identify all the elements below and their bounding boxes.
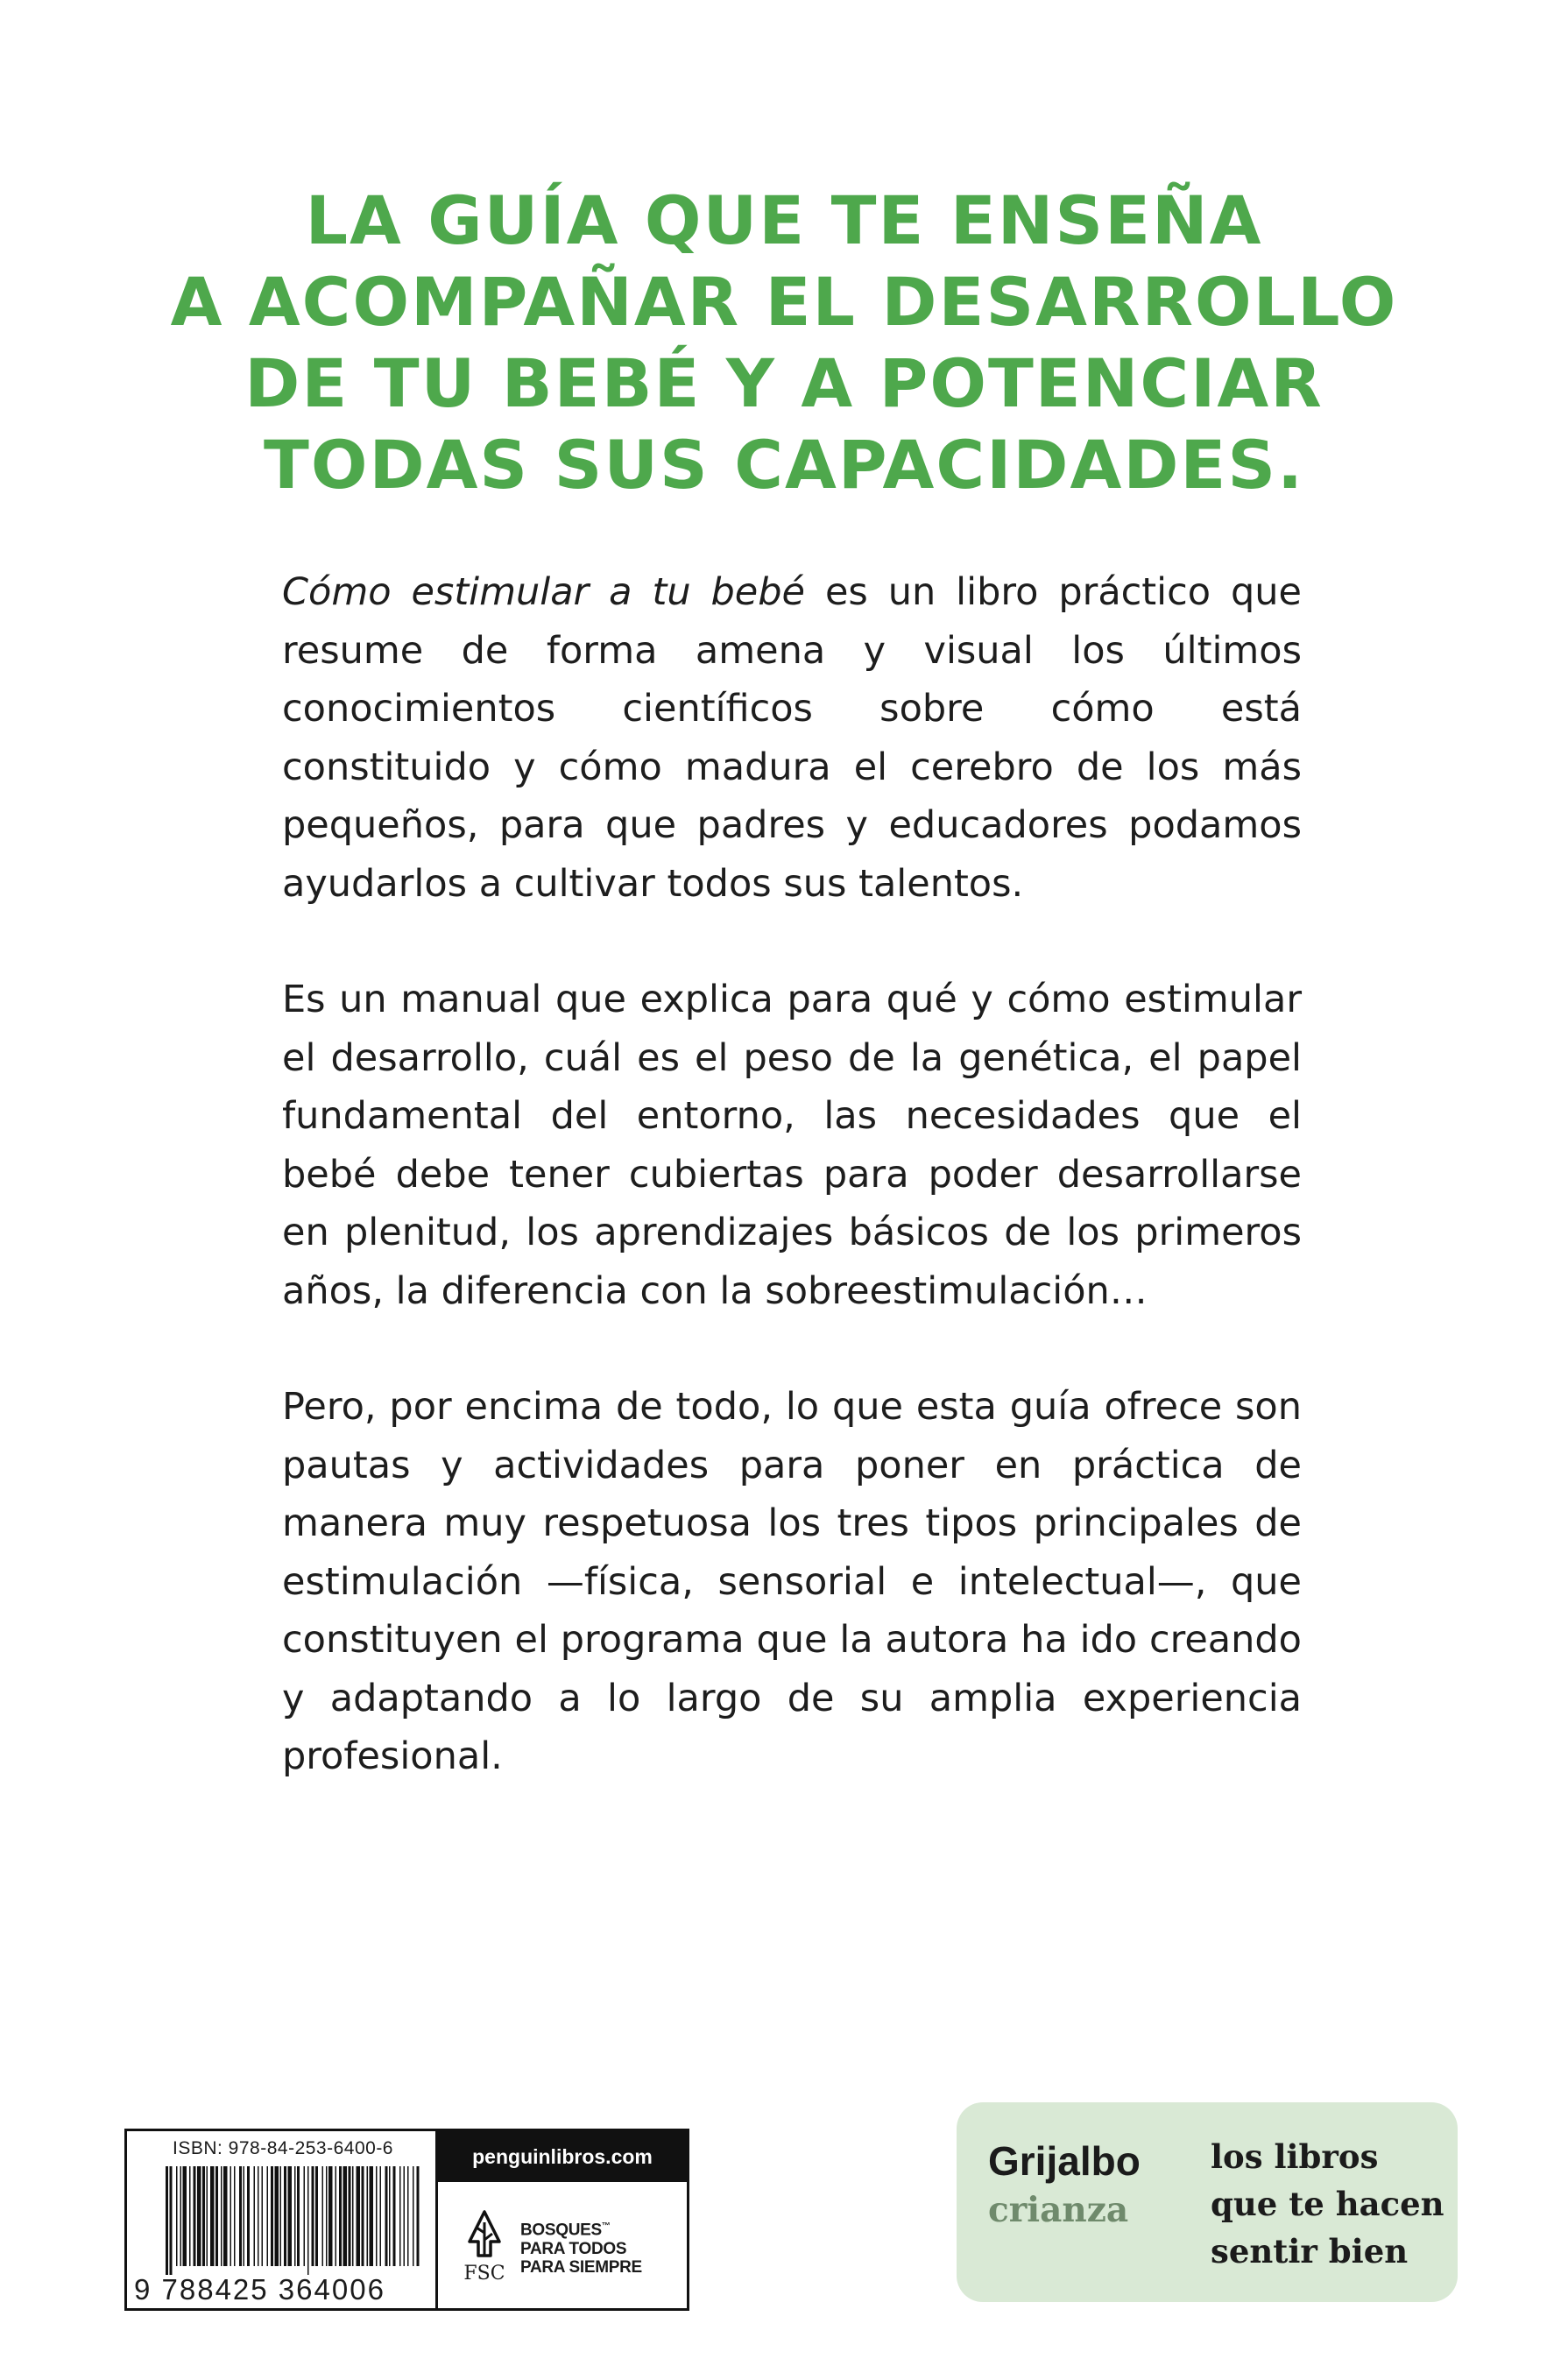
synopsis-paragraph-3: Pero, por encima de todo, lo que esta guía ofrece son pautas y actividades para poner en práctica de manera muy respetuosa los tres tipos principales de estimulación —física, sensorial e intelectual—, que constituyen el programa que la autora ha ido creando y adaptando a lo largo de su amplia experiencia profesional. <box>282 1385 1302 1778</box>
barcode-bar <box>404 2166 406 2266</box>
barcode-bar <box>370 2166 374 2266</box>
publisher-imprint: crianza <box>988 2190 1129 2230</box>
barcode-area <box>127 2131 438 2308</box>
barcode-bar <box>304 2166 306 2266</box>
barcode-bar <box>166 2166 168 2275</box>
barcode-bar <box>343 2166 348 2266</box>
barcode-bar <box>349 2166 351 2266</box>
barcode-bar <box>307 2166 309 2275</box>
barcode-bar <box>288 2166 293 2266</box>
barcode-bar <box>357 2166 361 2266</box>
barcode-bar <box>244 2166 245 2266</box>
barcode-bar <box>258 2166 259 2266</box>
barcode-bar <box>297 2166 300 2266</box>
tagline-line-3: sentir bien <box>1211 2232 1409 2271</box>
fsc-line-3: PARA SIEMPRE <box>520 2257 642 2277</box>
barcode-bar <box>339 2166 342 2266</box>
barcode-bar <box>275 2166 279 2266</box>
publisher-name: Grijalbo <box>988 2138 1141 2184</box>
barcode-bar <box>223 2166 228 2266</box>
publisher-tagline <box>1211 2133 1444 2275</box>
headline <box>0 180 1568 505</box>
fsc-line-2: PARA TODOS <box>520 2239 627 2258</box>
barcode-bar <box>239 2166 242 2266</box>
barcode-bar <box>197 2166 201 2266</box>
barcode-bar <box>234 2166 236 2266</box>
barcode-bar <box>335 2166 337 2266</box>
headline-line-3: DE TU BEBÉ Y A POTENCIAR <box>244 344 1324 422</box>
publisher-info-area <box>438 2131 687 2308</box>
barcode-bar <box>399 2166 401 2266</box>
headline-line-2: A ACOMPAÑAR EL DESARROLLO <box>170 263 1398 341</box>
barcode-bar <box>207 2166 208 2266</box>
tagline-line-2: que te hacen <box>1211 2185 1444 2223</box>
barcode-bar <box>230 2166 232 2266</box>
headline-line-4: TODAS SUS CAPACIDADES. <box>264 426 1304 504</box>
barcode-bar <box>267 2166 269 2266</box>
barcode-bar <box>215 2166 218 2266</box>
fsc-tree-icon <box>457 2207 512 2261</box>
website-label: penguinlibros.com <box>438 2131 687 2182</box>
synopsis <box>282 563 1302 1844</box>
barcode-bar <box>413 2166 414 2266</box>
barcode-bar <box>170 2166 173 2275</box>
barcode-bar <box>247 2166 250 2266</box>
fsc-slogan <box>520 2214 642 2276</box>
book-title: Cómo estimular a tu bebé <box>282 570 806 614</box>
synopsis-paragraph-1 <box>282 563 1302 913</box>
barcode-bar <box>417 2166 420 2266</box>
headline-line-1: LA GUÍA QUE TE ENSEÑA <box>305 181 1263 259</box>
publisher-box <box>957 2102 1458 2302</box>
isbn-label: ISBN: 978-84-253-6400-6 <box>173 2138 393 2158</box>
barcode-bar <box>326 2166 328 2266</box>
barcode-bar <box>271 2166 273 2266</box>
barcode-digits: 9 788425 364006 <box>134 2273 385 2306</box>
barcode-bar <box>328 2166 333 2266</box>
barcode-bar <box>284 2166 286 2266</box>
fsc-label: FSC <box>463 2262 505 2285</box>
barcode-bar <box>210 2166 215 2266</box>
barcode-bar <box>315 2166 318 2266</box>
barcode-bar <box>183 2166 187 2266</box>
barcode-bar <box>367 2166 369 2266</box>
barcode-bar <box>189 2166 191 2266</box>
barcode-block <box>124 2129 689 2311</box>
barcode-bar <box>202 2166 205 2266</box>
fsc-logo <box>457 2207 512 2285</box>
barcode-bar <box>376 2166 378 2266</box>
barcode-bar <box>312 2166 314 2266</box>
barcode-bar <box>176 2166 178 2266</box>
barcode-bar <box>294 2166 296 2266</box>
barcode-bar <box>362 2166 364 2266</box>
fsc-certification <box>438 2182 687 2308</box>
barcode-icon <box>162 2166 425 2275</box>
barcode-bar <box>380 2166 382 2266</box>
synopsis-paragraph-1-text: es un libro práctico que resume de forma amena y visual los últimos conocimientos científicos sobre cómo está constituido y cómo madura el cerebro de los más pequeños, para que padres y educadores podamos ayudarlos a cultivar todos sus talentos. <box>282 570 1302 906</box>
barcode-bar <box>352 2166 354 2266</box>
fsc-line-1: BOSQUES™ <box>520 2221 611 2240</box>
tagline-line-1: los libros <box>1211 2137 1379 2176</box>
barcode-bar <box>254 2166 256 2266</box>
barcode-bar <box>280 2166 282 2266</box>
barcode-bar <box>262 2166 264 2266</box>
barcode-bar <box>221 2166 222 2266</box>
barcode-bar <box>194 2166 196 2266</box>
barcode-bar <box>389 2166 391 2266</box>
barcode-bar <box>407 2166 409 2266</box>
barcode-bar <box>322 2166 324 2266</box>
barcode-bar <box>393 2166 396 2266</box>
synopsis-paragraph-2: Es un manual que explica para qué y cómo estimular el desarrollo, cuál es el peso de la genética, el papel fundamental del entorno, las necesidades que el bebé debe tener cubiertas para poder desarrollarse en plenitud, los aprendizajes básicos de los primeros años, la diferencia con la sobreestimulación… <box>282 978 1302 1313</box>
barcode-bar <box>385 2166 388 2266</box>
barcode-bar <box>180 2166 182 2266</box>
